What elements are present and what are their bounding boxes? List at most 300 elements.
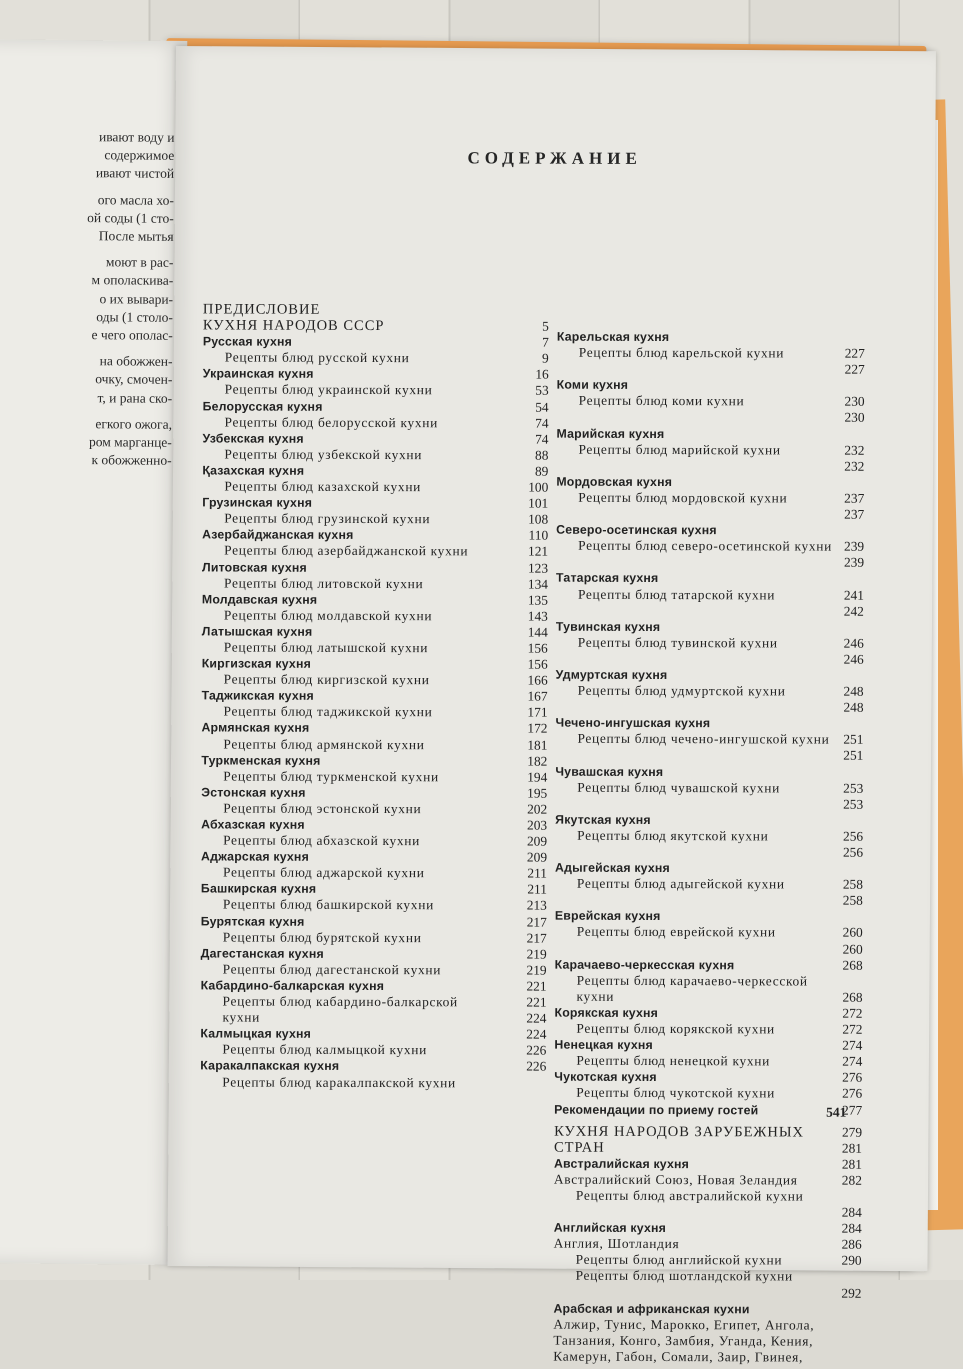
toc-section-entry <box>202 591 548 608</box>
toc-section-entry <box>554 1069 862 1086</box>
toc-page-number: 172 <box>527 721 547 737</box>
toc-entry-title: Рецепты блюд австралийской кухни <box>554 1188 804 1205</box>
toc-entry <box>556 602 864 619</box>
toc-page-number: 239 <box>844 555 864 571</box>
toc-section-entry <box>556 618 864 635</box>
toc-page-number: 260 <box>843 941 863 957</box>
toc-page-number: 242 <box>844 603 864 619</box>
toc-entry <box>556 441 864 458</box>
toc-page-number: 239 <box>844 539 864 555</box>
left-page-line: м ополаскива- <box>23 271 173 291</box>
toc-entry <box>554 1085 862 1102</box>
toc-page-number: 274 <box>842 1038 862 1054</box>
toc-page-number: 211 <box>527 882 547 898</box>
toc-entry <box>201 800 547 817</box>
toc-entry <box>554 1236 862 1253</box>
toc-page-number: 237 <box>844 507 864 523</box>
toc-page-number: 292 <box>841 1285 861 1301</box>
toc-entry-title: Азербайджанская кухня <box>202 527 353 544</box>
toc-section-entry <box>202 430 548 447</box>
toc-entry <box>202 639 548 656</box>
toc-entry <box>555 779 863 796</box>
toc-entry-title: Рецепты блюд калмыцкой кухни <box>200 1042 427 1059</box>
toc-entry-title: Башкирская кухня <box>201 881 316 897</box>
toc-entry-title: Рецепты блюд украинской кухни <box>203 382 433 399</box>
contents-page <box>170 47 934 1270</box>
left-page-line: е чего ополас- <box>23 326 173 346</box>
toc-entry-title: Удмуртская кухня <box>556 667 668 683</box>
toc-entry <box>555 924 863 941</box>
toc-entry-title: Рецепты блюд грузинской кухни <box>202 511 430 528</box>
toc-entry-title: Эстонская кухня <box>201 784 305 800</box>
toc-entry <box>556 554 864 571</box>
toc-entry <box>201 993 547 1010</box>
toc-entry <box>554 1021 862 1038</box>
toc-entry-title: Рецепты блюд абхазской кухни <box>201 833 420 850</box>
toc-entry-title: Рецепты блюд таджикской кухни <box>202 704 433 721</box>
toc-page-number: 101 <box>528 496 548 512</box>
toc-section-entry <box>556 667 864 684</box>
toc-entry-title: Туркменская кухня <box>201 752 320 769</box>
toc-section-entry <box>202 688 548 705</box>
toc-entry-title: Северо-осетинская кухня <box>556 522 717 539</box>
toc-page-number: 246 <box>844 652 864 668</box>
toc-entry-title: Австралийский Союз, Новая Зеландия <box>554 1172 798 1189</box>
toc-entry-title: Алжир, Тунис, Марокко, Египет, Ангола, <box>553 1316 814 1333</box>
left-page-line: ивают чистой <box>24 164 174 184</box>
toc-column-left <box>200 301 549 1091</box>
left-page-line: к обожженно- <box>22 451 172 471</box>
toc-entry <box>556 699 864 716</box>
toc-entry-title: КУХНЯ НАРОДОВ ЗАРУБЕЖНЫХ <box>554 1123 804 1140</box>
toc-entry-title: Коми кухня <box>557 377 629 393</box>
toc-entry-title: Калмыцкая кухня <box>200 1026 311 1042</box>
toc-entry-title: Рецепты блюд чукотской кухни <box>554 1085 775 1102</box>
toc-page-number: 248 <box>843 700 863 716</box>
toc-section-entry <box>554 1005 862 1022</box>
toc-entry <box>555 844 863 861</box>
toc-entry <box>556 490 864 507</box>
toc-page-number: 268 <box>842 989 862 1005</box>
toc-entry-title: Рецепты блюд башкирской кухни <box>201 897 434 914</box>
toc-entry-title: Австралийская кухня <box>554 1155 689 1172</box>
toc-entry-title: Рецепты блюд мордовской кухни <box>556 490 787 507</box>
toc-entry-title: Рецепты блюд аджарской кухни <box>201 865 425 882</box>
toc-page-number: 227 <box>845 362 865 378</box>
toc-entry <box>201 736 547 753</box>
left-page-line: о их вывари- <box>23 289 173 309</box>
toc-entry <box>554 1053 862 1070</box>
left-page-line: ого масла хо- <box>24 190 174 210</box>
toc-page-number: 181 <box>527 737 547 753</box>
toc-page-number: 258 <box>843 877 863 893</box>
toc-entry-title: Рецепты блюд тувинской кухни <box>556 634 778 651</box>
toc-entry-title: кухни <box>555 988 615 1004</box>
toc-page-number: 258 <box>843 893 863 909</box>
toc-page-number: 230 <box>845 394 865 410</box>
left-page-line: т, и рана ско- <box>22 388 172 408</box>
toc-entry <box>554 1268 862 1285</box>
toc-entry-title: ПРЕДИСЛОВИЕ <box>203 301 320 318</box>
toc-page-number: 144 <box>528 624 548 640</box>
toc-page-number: 224 <box>526 1027 546 1043</box>
toc-entry-title: Английская кухня <box>554 1220 666 1236</box>
toc-entry-title: Узбекская кухня <box>202 430 303 446</box>
toc-page-number: 284 <box>842 1205 862 1221</box>
toc-entry-title: Рецепты блюд каракалпакской кухни <box>200 1074 456 1091</box>
toc-entry-title: Рецепты блюд еврейской кухни <box>555 924 776 941</box>
toc-page-number: 211 <box>527 866 547 882</box>
toc-entry-title: Рецепты блюд молдавской кухни <box>202 607 432 624</box>
toc-page-number: 286 <box>842 1237 862 1253</box>
toc-page-number: 251 <box>843 732 863 748</box>
toc-entry-title: Корякская кухня <box>554 1005 658 1021</box>
toc-page-number: 277 <box>842 1102 862 1118</box>
toc-entry <box>201 961 547 978</box>
toc-entry <box>200 1042 546 1059</box>
toc-entry-title: Рецепты блюд английской кухни <box>554 1252 783 1269</box>
toc-page-number: 16 <box>535 367 548 383</box>
toc-entry-title: Чувашская кухня <box>555 763 663 779</box>
toc-entry-title: Украинская кухня <box>203 366 314 382</box>
toc-entry <box>555 828 863 845</box>
toc-section-entry <box>201 881 547 898</box>
toc-page-number: 241 <box>844 587 864 603</box>
toc-entry-title: Рецепты блюд коми кухни <box>557 393 745 410</box>
toc-entry <box>557 393 865 410</box>
toc-section-entry <box>203 366 549 383</box>
toc-page-number: 256 <box>843 829 863 845</box>
toc-section-entry <box>555 763 863 780</box>
toc-page-number: 276 <box>842 1070 862 1086</box>
toc-entry-title: Каракалпакская кухня <box>200 1058 339 1075</box>
toc-entry-title: Литовская кухня <box>202 559 307 575</box>
toc-entry-title: Киргизская кухня <box>202 655 311 671</box>
toc-page-number: 195 <box>527 785 547 801</box>
toc-entry <box>556 634 864 651</box>
toc-entry <box>202 446 548 463</box>
toc-entry-title: Абхазская кухня <box>201 816 305 832</box>
toc-entry-title: Еврейская кухня <box>555 908 661 924</box>
toc-page-number: 224 <box>526 1011 546 1027</box>
toc-page-number: 290 <box>842 1253 862 1269</box>
toc-section-entry <box>557 377 865 394</box>
toc-entry-title: Рекомендации по приему гостей <box>554 1101 758 1118</box>
toc-page-number: 203 <box>527 818 547 834</box>
left-page-line: очку, смочен- <box>22 370 172 390</box>
toc-entry-title: Арабская и африканская кухни <box>553 1300 749 1317</box>
toc-section-entry <box>553 1300 861 1317</box>
toc-entry <box>555 731 863 748</box>
toc-entry <box>200 1074 546 1091</box>
toc-entry <box>555 972 863 989</box>
toc-page-number: 143 <box>528 608 548 624</box>
left-page-line: После мытья <box>24 227 174 247</box>
toc-page-number: 221 <box>526 978 546 994</box>
toc-page-number: 246 <box>844 635 864 651</box>
toc-page-number: 219 <box>527 946 547 962</box>
toc-entry-title: Рецепты блюд узбекской кухни <box>202 446 422 463</box>
toc-entry <box>556 538 864 555</box>
left-page-line: моют в рас- <box>23 253 173 273</box>
toc-page-number: 202 <box>527 801 547 817</box>
toc-entry-title: Якутская кухня <box>555 811 651 827</box>
toc-page-number: 135 <box>528 592 548 608</box>
toc-entry <box>555 876 863 893</box>
toc-entry-title: Рецепты блюд карачаево-черкесской <box>555 972 808 989</box>
toc-entry-title: Аджарская кухня <box>201 849 309 865</box>
toc-entry-title: КУХНЯ НАРОДОВ СССР <box>203 318 385 335</box>
toc-page-number: 110 <box>529 528 549 544</box>
toc-section-entry <box>557 329 865 346</box>
toc-section-entry <box>201 752 547 769</box>
toc-entry-title: СТРАН <box>554 1139 605 1155</box>
toc-section-entry <box>556 570 864 587</box>
toc-page-number: 194 <box>527 769 547 785</box>
toc-entry <box>203 414 549 431</box>
toc-part-heading <box>203 301 549 318</box>
toc-entry-title: Рецепты блюд ненецкой кухни <box>554 1053 770 1070</box>
toc-page-number: 74 <box>535 415 548 431</box>
toc-section-entry <box>554 1101 862 1118</box>
toc-section-entry <box>202 623 548 640</box>
toc-page-number: 256 <box>843 845 863 861</box>
toc-page-number: 281 <box>842 1140 862 1156</box>
toc-entry <box>554 1188 862 1205</box>
toc-entry-title: Рецепты блюд корякской кухни <box>554 1021 775 1038</box>
toc-page-number: 232 <box>844 442 864 458</box>
toc-page-number: 248 <box>843 684 863 700</box>
toc-page-number: 281 <box>842 1156 862 1172</box>
toc-page-number: 260 <box>843 925 863 941</box>
toc-entry-title: Рецепты блюд удмуртской кухни <box>556 683 786 700</box>
toc-entry <box>554 1252 862 1269</box>
toc-page-number: 156 <box>528 657 548 673</box>
left-page <box>0 39 187 1265</box>
toc-page-number: 100 <box>528 480 548 496</box>
toc-page-number: 5 <box>542 319 549 335</box>
left-page-line: содержимое <box>24 146 174 166</box>
toc-entry-title: Грузинская кухня <box>202 495 312 511</box>
toc-page-number: 272 <box>842 1006 862 1022</box>
toc-page-number: 217 <box>527 930 547 946</box>
toc-entry-title: Англия, Шотландия <box>554 1236 680 1253</box>
toc-part-heading <box>203 318 549 335</box>
toc-section-entry <box>201 849 547 866</box>
toc-section-entry <box>554 1220 862 1237</box>
toc-entry-title: Адыгейская кухня <box>555 860 670 876</box>
toc-entry-title: Чечено-ингушская кухня <box>555 715 710 732</box>
toc-page-number: 237 <box>844 491 864 507</box>
toc-entry <box>556 651 864 668</box>
left-page-line: оды (1 столо- <box>23 307 173 327</box>
toc-entry-title: Армянская кухня <box>201 720 309 736</box>
toc-entry-title: Рецепты блюд якутской кухни <box>555 828 768 845</box>
toc-entry <box>555 988 863 1005</box>
toc-section-entry <box>202 495 548 512</box>
toc-page-number: 251 <box>843 748 863 764</box>
toc-section-entry <box>555 811 863 828</box>
toc-entry <box>201 929 547 946</box>
toc-page-number: 74 <box>535 431 548 447</box>
toc-entry-title: Карачаево-черкесская кухня <box>555 956 735 973</box>
toc-entry <box>556 457 864 474</box>
toc-page-number: 209 <box>527 834 547 850</box>
toc-section-entry <box>554 1037 862 1054</box>
toc-section-entry <box>202 527 548 544</box>
toc-entry-title: Рецепты блюд северо-осетинской кухни <box>556 538 832 555</box>
toc-entry-title: Рецепты блюд казахской кухни <box>202 478 421 495</box>
toc-entry <box>553 1349 861 1366</box>
toc-entry <box>553 1332 861 1349</box>
toc-entry-title: Рецепты блюд русской кухни <box>203 350 410 367</box>
toc-entry-title: Рецепты блюд латышской кухни <box>202 639 428 656</box>
toc-section-entry <box>203 334 549 351</box>
toc-section-entry <box>201 977 547 994</box>
toc-page-number: 9 <box>542 351 549 367</box>
toc-section-entry <box>200 1058 546 1075</box>
toc-entry <box>557 361 865 378</box>
toc-page-number: 227 <box>845 346 865 362</box>
toc-entry-title: Рецепты блюд туркменской кухни <box>201 768 439 785</box>
toc-page-number: 134 <box>528 576 548 592</box>
toc-entry-title: Рецепты блюд эстонской кухни <box>201 800 421 817</box>
toc-entry-title: Тувинская кухня <box>556 618 660 634</box>
toc-entry-title: Рецепты блюд киргизской кухни <box>202 672 430 689</box>
toc-entry-title: Рецепты блюд чувашской кухни <box>555 779 780 796</box>
toc-entry-title: Камерун, Габон, Сомали, Заир, Гвинея, <box>553 1349 803 1366</box>
toc-entry <box>555 940 863 957</box>
left-page-line: ивают воду и <box>24 128 174 148</box>
toc-section-entry <box>202 559 548 576</box>
toc-page-number: 274 <box>842 1054 862 1070</box>
toc-entry-title: Рецепты блюд азербайджанской кухни <box>202 543 468 560</box>
toc-entry-title: Белорусская кухня <box>203 398 323 415</box>
toc-page-number: 219 <box>527 962 547 978</box>
toc-page-number: 226 <box>526 1043 546 1059</box>
toc-entry-title: Дагестанская кухня <box>201 945 324 962</box>
toc-page-number: 232 <box>844 458 864 474</box>
toc-section-entry <box>202 462 548 479</box>
toc-entry-title: Русская кухня <box>203 334 292 350</box>
toc-entry <box>553 1284 861 1301</box>
toc-part-heading <box>554 1139 862 1156</box>
toc-page-number: 284 <box>842 1221 862 1237</box>
toc-section-entry <box>201 784 547 801</box>
toc-page-number: 226 <box>526 1059 546 1075</box>
toc-section-entry <box>202 655 548 672</box>
toc-entry <box>201 897 547 914</box>
toc-page-number: 230 <box>844 410 864 426</box>
toc-column-right <box>553 329 865 1366</box>
toc-entry <box>554 1204 862 1221</box>
toc-page-number: 253 <box>843 780 863 796</box>
toc-page-number: 54 <box>535 399 548 415</box>
toc-page-number: 89 <box>535 464 548 480</box>
toc-section-entry <box>201 945 547 962</box>
toc-entry-title: Қазахская кухня <box>202 462 304 478</box>
toc-entry <box>200 1010 546 1027</box>
toc-entry-title: кухни <box>200 1010 260 1026</box>
toc-page-number: 156 <box>528 641 548 657</box>
toc-entry-title: Чукотская кухня <box>554 1069 657 1085</box>
toc-section-entry <box>201 913 547 930</box>
toc-page-number: 53 <box>535 383 548 399</box>
toc-section-entry <box>556 425 864 442</box>
toc-entry <box>556 683 864 700</box>
toc-section-entry <box>555 908 863 925</box>
toc-section-entry <box>200 1026 546 1043</box>
toc-entry-title: Рецепты блюд шотландской кухни <box>554 1268 793 1285</box>
toc-entry <box>203 350 549 367</box>
right-page <box>167 46 935 1271</box>
left-page-line: ром марганце- <box>22 433 172 453</box>
toc-entry-title: Рецепты блюд чечено-ингушской кухни <box>555 731 829 748</box>
toc-entry-title: Бурятская кухня <box>201 913 305 929</box>
toc-section-entry <box>201 720 547 737</box>
toc-entry-title: Рецепты блюд марийской кухни <box>556 441 780 458</box>
toc-entry-title: Рецепты блюд белорусской кухни <box>203 414 439 431</box>
toc-entry-title: Рецепты блюд литовской кухни <box>202 575 423 592</box>
toc-section-entry <box>556 522 864 539</box>
toc-entry <box>201 768 547 785</box>
toc-entry-title: Рецепты блюд адыгейской кухни <box>555 876 785 893</box>
toc-entry-title: Ненецкая кухня <box>554 1037 653 1053</box>
toc-entry-title: Рецепты блюд бурятской кухни <box>201 929 422 946</box>
toc-page-number: 217 <box>527 914 547 930</box>
toc-entry <box>555 892 863 909</box>
toc-entry <box>201 865 547 882</box>
toc-entry <box>554 1172 862 1189</box>
toc-entry-title: Мордовская кухня <box>556 473 672 489</box>
toc-page-number: 108 <box>528 512 548 528</box>
toc-page-number: 121 <box>528 544 548 560</box>
toc-page-number: 88 <box>535 447 548 463</box>
toc-page-number: 182 <box>527 753 547 769</box>
toc-entry <box>202 543 548 560</box>
toc-entry <box>553 1316 861 1333</box>
toc-page-number: 221 <box>526 995 546 1011</box>
toc-entry-title: Рецепты блюд кабардино-балкарской <box>201 993 458 1010</box>
toc-entry <box>556 586 864 603</box>
toc-entry <box>557 409 865 426</box>
toc-page-number: 167 <box>527 689 547 705</box>
toc-page-number: 209 <box>527 850 547 866</box>
toc-entry-title: Татарская кухня <box>556 570 658 586</box>
toc-entry <box>556 506 864 523</box>
toc-section-entry <box>201 816 547 833</box>
toc-section-entry <box>556 473 864 490</box>
left-page-line: егкого ожога, <box>22 414 172 434</box>
toc-entry <box>201 833 547 850</box>
toc-entry-title: Рецепты блюд армянской кухни <box>201 736 424 753</box>
toc-entry-title: Рецепты блюд татарской кухни <box>556 586 775 603</box>
left-page-text <box>22 128 175 471</box>
toc-part-heading <box>554 1123 862 1140</box>
toc-page-number: 276 <box>842 1086 862 1102</box>
toc-section-entry <box>555 715 863 732</box>
toc-entry <box>203 382 549 399</box>
left-page-line: на обожжен- <box>22 352 172 372</box>
toc-page-number: 253 <box>843 796 863 812</box>
toc-entry-title: Рецепты блюд карельской кухни <box>557 345 784 362</box>
toc-entry <box>202 478 548 495</box>
toc-section-entry <box>555 860 863 877</box>
toc-section-entry <box>203 398 549 415</box>
toc-entry <box>202 672 548 689</box>
toc-section-entry <box>555 956 863 973</box>
toc-entry-title: Кабардино-балкарская кухня <box>201 977 385 994</box>
